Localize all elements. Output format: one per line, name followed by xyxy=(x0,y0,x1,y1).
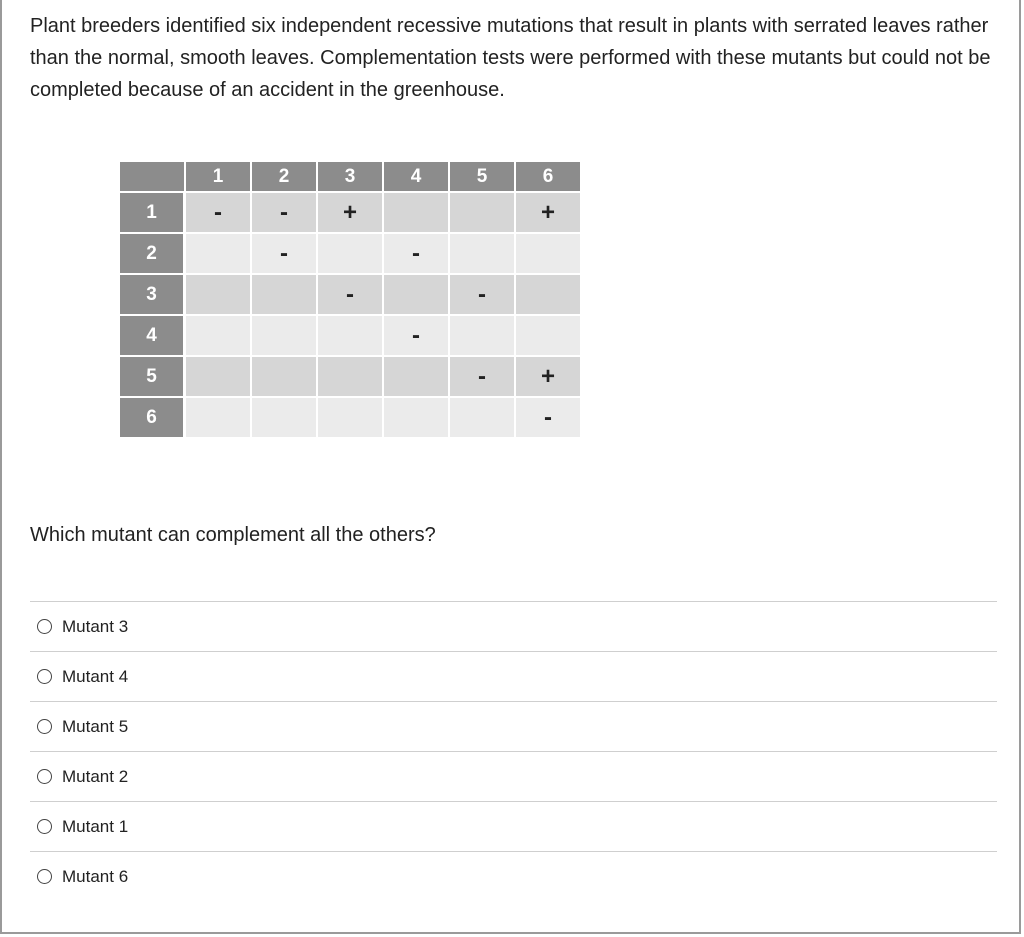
table-cell xyxy=(384,357,450,398)
column-header: 2 xyxy=(252,162,318,193)
column-header: 4 xyxy=(384,162,450,193)
table-cell xyxy=(318,398,384,439)
table-cell: - xyxy=(384,234,450,275)
answer-option[interactable] xyxy=(30,651,997,701)
question-prompt: Which mutant can complement all the others? xyxy=(30,524,436,546)
table-cell xyxy=(450,398,516,439)
radio-button[interactable] xyxy=(37,819,52,834)
answer-option[interactable] xyxy=(30,851,997,901)
table-cell xyxy=(384,193,450,234)
question-text: Plant breeders identified six independent recessive mutations that result in plants with serrated leaves rather than the normal, smooth leaves. Complementation tests were performed with these mutants but could not be completed because of an accident in the greenhouse. xyxy=(30,15,991,101)
column-header: 5 xyxy=(450,162,516,193)
answer-option[interactable] xyxy=(30,601,997,651)
table-cell: - xyxy=(516,398,582,439)
table-cell: + xyxy=(318,193,384,234)
table-cell: - xyxy=(252,193,318,234)
table-cell xyxy=(450,234,516,275)
table-corner xyxy=(120,162,186,193)
table-cell xyxy=(252,398,318,439)
answer-option-label[interactable]: Mutant 6 xyxy=(62,866,129,886)
table-cell: - xyxy=(318,275,384,316)
answer-option-label[interactable]: Mutant 5 xyxy=(62,716,129,736)
table-cell xyxy=(450,193,516,234)
column-header: 3 xyxy=(318,162,384,193)
row-header: 1 xyxy=(120,193,186,234)
radio-button[interactable] xyxy=(37,619,52,634)
row-header: 5 xyxy=(120,357,186,398)
answer-option-label[interactable]: Mutant 3 xyxy=(62,616,129,636)
table-cell xyxy=(384,398,450,439)
table-cell xyxy=(186,398,252,439)
table-cell: + xyxy=(516,357,582,398)
table-cell xyxy=(516,316,582,357)
table-cell: - xyxy=(252,234,318,275)
table-cell xyxy=(252,357,318,398)
table-cell xyxy=(384,275,450,316)
table-cell xyxy=(318,316,384,357)
answer-options xyxy=(30,601,997,901)
table-cell xyxy=(186,357,252,398)
table-cell: - xyxy=(384,316,450,357)
table-cell: + xyxy=(516,193,582,234)
table-cell: - xyxy=(186,193,252,234)
table-cell: - xyxy=(450,275,516,316)
row-header: 3 xyxy=(120,275,186,316)
table-cell: - xyxy=(450,357,516,398)
column-header: 1 xyxy=(186,162,252,193)
radio-button[interactable] xyxy=(37,869,52,884)
table-cell xyxy=(450,316,516,357)
row-header: 4 xyxy=(120,316,186,357)
table-cell xyxy=(186,316,252,357)
table-cell xyxy=(252,275,318,316)
answer-option-label[interactable]: Mutant 2 xyxy=(62,766,129,786)
radio-button[interactable] xyxy=(37,769,52,784)
table-cell xyxy=(516,275,582,316)
complementation-table xyxy=(120,162,582,439)
answer-option-label[interactable]: Mutant 4 xyxy=(62,666,129,686)
column-header: 6 xyxy=(516,162,582,193)
answer-option[interactable] xyxy=(30,701,997,751)
row-header: 2 xyxy=(120,234,186,275)
table-cell xyxy=(186,234,252,275)
radio-button[interactable] xyxy=(37,719,52,734)
table-cell xyxy=(318,357,384,398)
answer-option[interactable] xyxy=(30,751,997,801)
table-cell xyxy=(186,275,252,316)
table-cell xyxy=(516,234,582,275)
table-cell xyxy=(252,316,318,357)
radio-button[interactable] xyxy=(37,669,52,684)
answer-option-label[interactable]: Mutant 1 xyxy=(62,816,129,836)
answer-option[interactable] xyxy=(30,801,997,851)
table-cell xyxy=(318,234,384,275)
row-header: 6 xyxy=(120,398,186,439)
